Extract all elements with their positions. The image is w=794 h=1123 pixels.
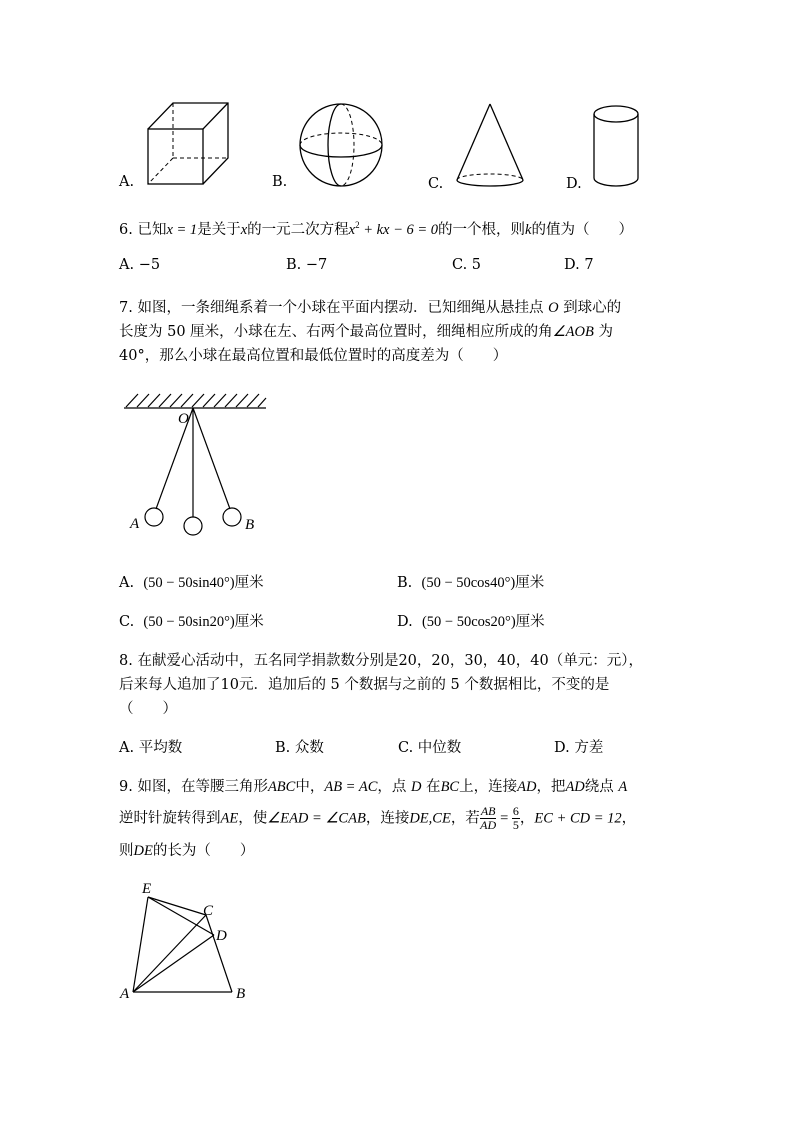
q9-segment-de: DE: [133, 843, 153, 859]
q7-text: 7. 如图，一条细绳系着一个小球在平面内摆动．已知细绳从悬挂点: [119, 300, 549, 316]
q6-eq-exponent: 2: [355, 220, 360, 231]
triangle-label-c: C: [203, 903, 214, 919]
q6-eq-x: x: [348, 222, 356, 238]
q9-side-bc: BC: [440, 779, 460, 795]
q7-line3: 40°，那么小球在最高位置和最低位置时的高度差为（ ）: [119, 348, 508, 364]
q6-stem: [119, 218, 633, 239]
q6-text: 的值为（ ）: [531, 222, 633, 238]
q6-root-equation: x = 1: [166, 222, 198, 238]
option-letter: C.: [398, 740, 414, 756]
q9-text: ，使: [238, 810, 268, 827]
q9-line2: [119, 805, 636, 832]
pendulum-label-b: B: [245, 517, 255, 533]
q9-triangle-abc: ABC: [267, 779, 296, 795]
option-letter: A.: [119, 257, 135, 273]
triangle-label-b: B: [236, 986, 246, 1002]
option-letter: D.: [554, 740, 570, 756]
option-expression: (50 − 50cos20°): [421, 614, 516, 630]
q9-text: ，若: [450, 810, 480, 827]
q9-text: 中，: [295, 779, 325, 795]
q9-text: 9. 如图，在等腰三角形: [119, 779, 268, 795]
q5-option-c-letter: C.: [428, 176, 444, 192]
option-unit: 厘米: [234, 575, 264, 591]
q9-text: 逆时针旋转得到: [119, 810, 221, 827]
cylinder-figure: [590, 100, 645, 192]
triangle-label-e: E: [142, 881, 152, 897]
option-letter: C.: [452, 257, 468, 273]
q7-text: 为: [593, 324, 613, 340]
q5-option-a-letter: A.: [119, 174, 135, 190]
option-letter: B.: [397, 575, 413, 591]
q6-text: 的一元二次方程: [247, 222, 349, 238]
q9-point-d: D: [410, 779, 422, 795]
sphere-figure: [296, 100, 386, 190]
q6-text: 是关于: [197, 222, 241, 238]
q6-option-a[interactable]: [119, 257, 160, 273]
q9-equals: =: [496, 810, 512, 827]
q9-text: ，: [519, 810, 535, 827]
q9-line3: [119, 839, 254, 860]
cone-figure: [454, 100, 529, 192]
q6-number: 6.: [119, 222, 133, 238]
q9-fraction-ab-ad: [480, 805, 497, 832]
q7-text: 到球心的: [558, 300, 622, 316]
q9-sum-equation: EC + CD = 12: [534, 810, 622, 827]
q6-text: 已知: [137, 222, 167, 238]
q8-line1: 8. 在献爱心活动中，五名同学捐款数分别是20，20，30，40，40（单元：元），: [119, 653, 643, 669]
q8-line2: 后来每人追加了10元．追加后的 5 个数据与之前的 5 个数据相比，不变的是: [119, 677, 610, 693]
q7-option-c[interactable]: [119, 610, 264, 631]
option-text: 5: [471, 257, 482, 273]
q5-option-b-letter: B.: [272, 174, 288, 190]
q8-option-c[interactable]: [398, 736, 461, 757]
q7-point-o: O: [548, 300, 559, 316]
q9-segment-ad: AD: [517, 779, 537, 795]
q6-option-d[interactable]: [564, 257, 594, 273]
q6-text: 的一个根，则: [438, 222, 526, 238]
option-text: 众数: [294, 740, 324, 756]
option-letter: B.: [286, 257, 302, 273]
option-unit: 厘米: [234, 614, 264, 630]
q6-quadratic-equation: [349, 222, 438, 238]
q7-line2: [119, 320, 613, 341]
q9-text: ，: [621, 810, 637, 827]
option-text: 方差: [574, 740, 604, 756]
q7-angle: ∠AOB: [552, 324, 594, 340]
option-letter: A.: [119, 575, 135, 591]
option-letter: C.: [119, 614, 135, 630]
fraction-denominator: 5: [512, 818, 519, 832]
q9-text: 的长为（ ）: [152, 843, 255, 859]
q9-line1: [119, 775, 627, 796]
q6-variable-k: k: [525, 222, 532, 238]
option-letter: D.: [397, 614, 413, 630]
option-unit: 厘米: [515, 614, 545, 630]
q5-option-d-letter: D.: [566, 176, 582, 192]
fraction-numerator: 6: [512, 804, 519, 818]
q8-option-b[interactable]: [275, 736, 324, 757]
fraction-numerator: AB: [480, 804, 496, 818]
option-expression: (50 − 50sin40°): [143, 575, 235, 591]
q9-text: ，连接: [365, 810, 410, 827]
triangle-label-d: D: [216, 928, 227, 944]
option-letter: B.: [275, 740, 291, 756]
option-text: −7: [305, 257, 328, 273]
q6-option-b[interactable]: [286, 257, 327, 273]
q8-option-d[interactable]: [554, 736, 603, 757]
q9-text: ，点: [377, 779, 411, 795]
q9-text: ，把: [536, 779, 566, 795]
option-letter: D.: [564, 257, 580, 273]
q9-text: 则: [119, 843, 134, 859]
q8-line3: （ ）: [119, 701, 177, 717]
option-expression: (50 − 50cos40°): [421, 575, 516, 591]
option-text: 中位数: [417, 740, 462, 756]
q6-variable-x: x: [240, 222, 248, 238]
option-letter: A.: [119, 740, 135, 756]
q9-text: 在: [421, 779, 441, 795]
option-text: −5: [138, 257, 161, 273]
option-text: 7: [584, 257, 594, 273]
q7-option-d[interactable]: [397, 610, 545, 631]
q9-fraction-6-5: [512, 805, 520, 832]
pendulum-figure: [118, 388, 278, 538]
q9-segment-ae: AE: [220, 810, 239, 827]
q9-text: 绕点: [584, 779, 619, 795]
q7-option-b[interactable]: [397, 571, 544, 592]
q7-line1: [119, 296, 621, 317]
q9-equal-sides: AB = AC: [324, 779, 378, 795]
option-unit: 厘米: [515, 575, 545, 591]
rotation-triangle-figure: [116, 878, 266, 1008]
q6-eq-rest: + kx − 6 = 0: [359, 222, 439, 238]
q7-option-a[interactable]: [119, 571, 264, 592]
cube-figure: [140, 100, 240, 190]
q8-option-a[interactable]: [119, 736, 182, 757]
q9-text: 上，连接: [459, 779, 518, 795]
q9-angle-equation: ∠EAD = ∠CAB: [267, 810, 366, 827]
q9-segment-ad: AD: [565, 779, 585, 795]
q6-option-c[interactable]: [452, 257, 481, 273]
option-text: 平均数: [138, 740, 183, 756]
triangle-label-a: A: [120, 986, 130, 1002]
fraction-denominator: AD: [480, 818, 497, 832]
q9-point-a: A: [618, 779, 628, 795]
q7-text: 长度为 50 厘米，小球在左、右两个最高位置时，细绳相应所成的角: [119, 324, 553, 340]
pendulum-label-a: A: [130, 516, 140, 532]
q9-segments-de-ce: DE,CE: [409, 810, 451, 827]
pendulum-label-o: O: [178, 411, 189, 427]
option-expression: (50 − 50sin20°): [143, 614, 235, 630]
